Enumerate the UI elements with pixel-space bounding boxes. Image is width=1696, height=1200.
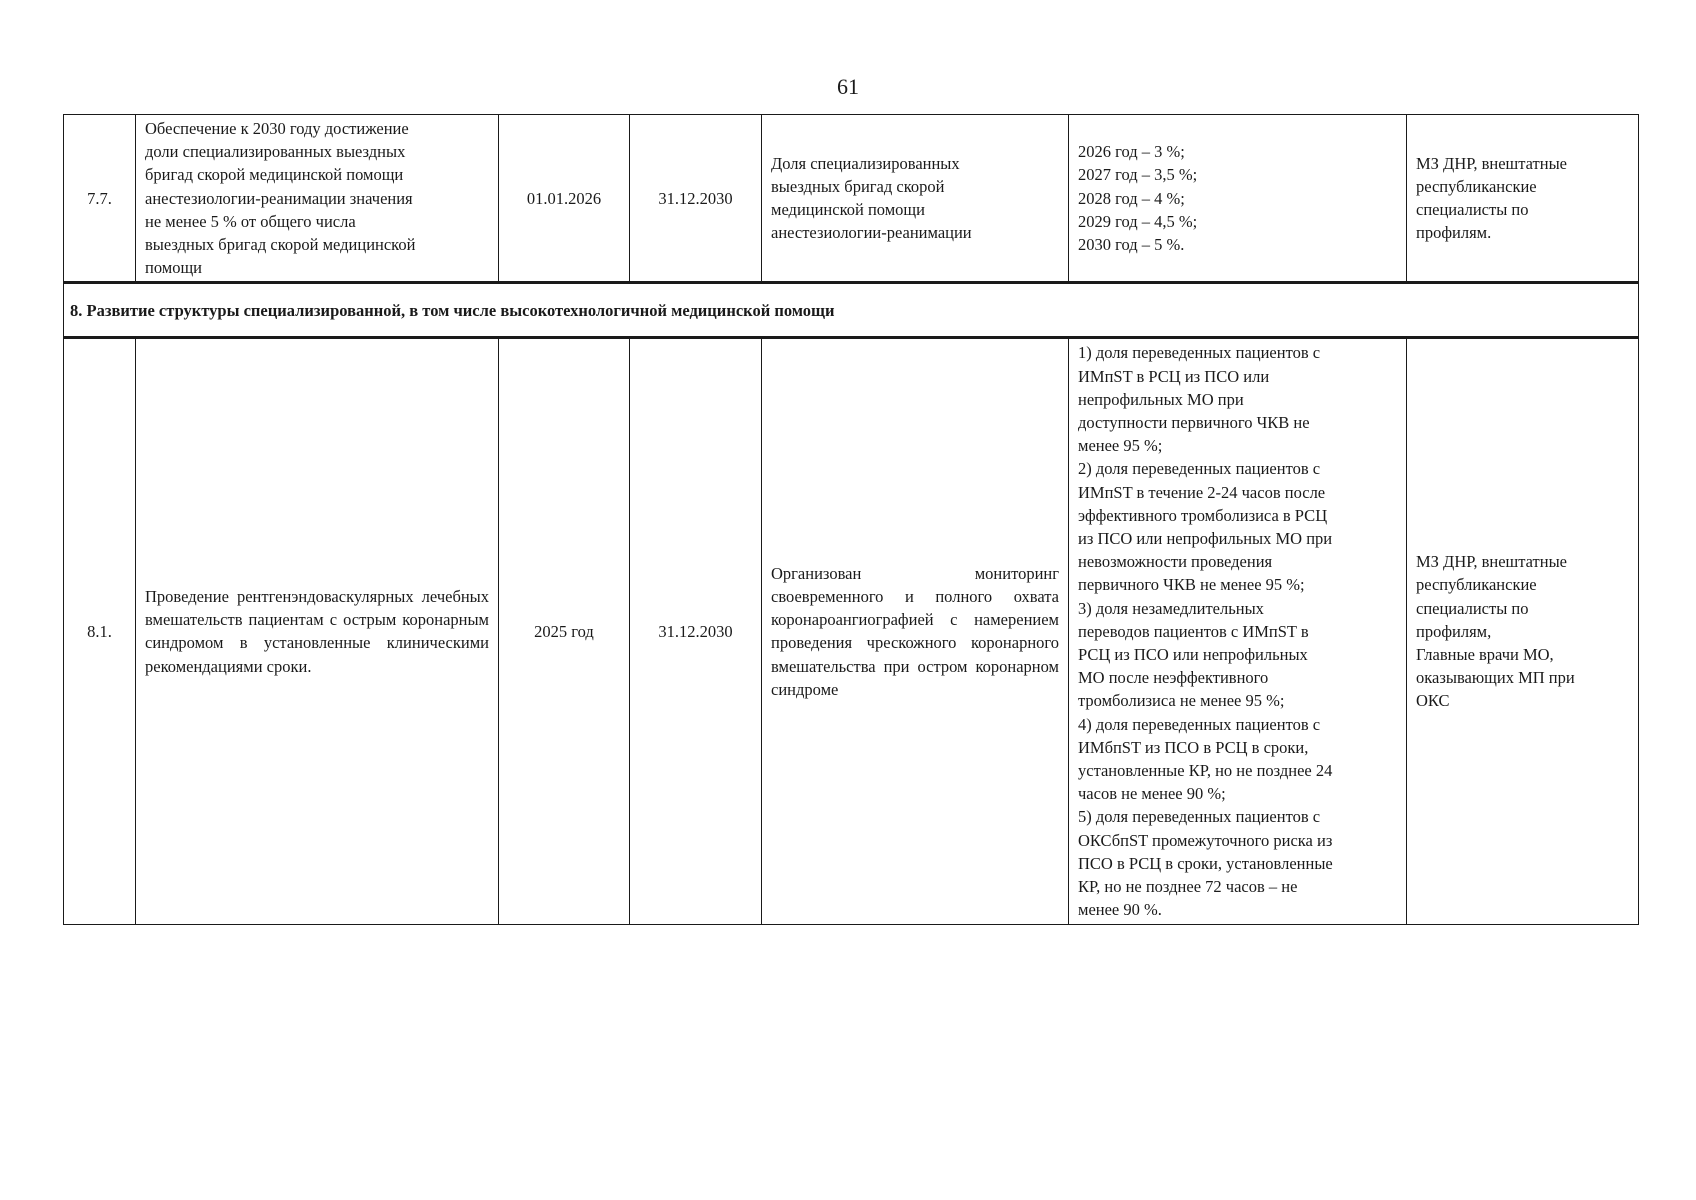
indicator-line: тромболизиса не менее 95 %; <box>1078 691 1285 711</box>
indicator-line: 2027 год – 3,5 %; <box>1078 165 1198 185</box>
responsible-line: республиканские <box>1416 177 1537 196</box>
event-line: анестезиологии-реанимации значения <box>145 188 413 208</box>
indicator-line: из ПСО или непрофильных МО при <box>1078 529 1333 549</box>
section-heading: 8. Развитие структуры специализированной, в том числе высокотехнологичной медицинской помощи <box>64 283 1639 338</box>
row-number: 8.1. <box>64 338 136 924</box>
start-date: 01.01.2026 <box>499 115 630 283</box>
indicator-cell <box>1069 338 1407 924</box>
indicator-line: эффективного тромболизиса в РСЦ <box>1078 505 1328 525</box>
indicator-line: ИМпST в течение 2-24 часов после <box>1078 482 1326 502</box>
indicator-line: 2) доля переведенных пациентов с <box>1078 459 1321 479</box>
section-heading-row <box>64 283 1639 338</box>
responsible-line: МЗ ДНР, внештатные <box>1416 552 1568 572</box>
result-line: выездных бригад скорой <box>771 177 945 196</box>
table-row-8-1 <box>64 338 1639 924</box>
indicator-line: установленные КР, но не позднее 24 <box>1078 761 1333 781</box>
row-number: 7.7. <box>64 115 136 283</box>
result-line: Доля специализированных <box>771 153 960 173</box>
event-cell <box>136 115 499 283</box>
result-line: анестезиологии-реанимации <box>771 223 972 243</box>
plan-table <box>63 114 1639 925</box>
event-line: не менее 5 % от общего числа <box>145 211 356 231</box>
responsible-line: МЗ ДНР, внештатные <box>1416 153 1568 173</box>
indicator-line: ИМпST в РСЦ из ПСО или <box>1078 366 1270 386</box>
end-date: 31.12.2030 <box>630 115 762 283</box>
responsible-line: оказывающих МП при <box>1416 668 1575 688</box>
event-line: помощи <box>145 258 202 278</box>
indicator-line: часов не менее 90 %; <box>1078 784 1226 804</box>
indicator-line: менее 90 %. <box>1078 900 1162 920</box>
indicator-line: непрофильных МО при <box>1078 389 1244 409</box>
event-line: бригад скорой медицинской помощи <box>145 165 404 185</box>
event-line: доли специализированных выездных <box>145 142 406 162</box>
indicator-line: ИМбпST из ПСО в РСЦ в сроки, <box>1078 737 1309 757</box>
indicator-line: 4) доля переведенных пациентов с <box>1078 714 1321 734</box>
indicator-line: невозможности проведения <box>1078 552 1273 572</box>
responsible-line: профилям. <box>1416 223 1492 243</box>
indicator-line: переводов пациентов с ИМпST в <box>1078 621 1309 641</box>
indicator-line: 2030 год – 5 %. <box>1078 235 1185 255</box>
indicator-line: первичного ЧКВ не менее 95 %; <box>1078 575 1305 595</box>
event-line: Обеспечение к 2030 году достижение <box>145 119 409 138</box>
responsible-line: ОКС <box>1416 691 1450 711</box>
result-line: медицинской помощи <box>771 200 925 220</box>
result-cell <box>762 115 1069 283</box>
responsible-line: республиканские <box>1416 575 1537 595</box>
end-date: 31.12.2030 <box>630 338 762 924</box>
indicator-line: 2028 год – 4 %; <box>1078 188 1185 208</box>
indicator-line: ПСО в РСЦ в сроки, установленные <box>1078 853 1333 873</box>
responsible-cell <box>1407 338 1639 924</box>
table-row-7-7 <box>64 115 1639 283</box>
responsible-line: специалисты по <box>1416 200 1529 220</box>
responsible-line: профилям, <box>1416 621 1492 641</box>
responsible-line: специалисты по <box>1416 598 1529 618</box>
indicator-line: ОКСбпST промежуточного риска из <box>1078 830 1333 850</box>
indicator-line: МО после неэффективного <box>1078 668 1269 688</box>
responsible-line: Главные врачи МО, <box>1416 645 1554 665</box>
indicator-line: 1) доля переведенных пациентов с <box>1078 343 1321 363</box>
start-date: 2025 год <box>499 338 630 924</box>
indicator-line: менее 95 %; <box>1078 436 1163 456</box>
event-cell: Проведение рентгенэндоваскулярных лечебных вмешательств пациентам с острым коронарным синдромом в установленные клиническими рекомендациями сроки. <box>136 338 499 924</box>
indicator-line: РСЦ из ПСО или непрофильных <box>1078 645 1308 665</box>
indicator-line: КР, но не позднее 72 часов – не <box>1078 877 1298 897</box>
indicator-line: доступности первичного ЧКВ не <box>1078 413 1310 433</box>
responsible-cell <box>1407 115 1639 283</box>
indicator-line: 2029 год – 4,5 %; <box>1078 211 1198 231</box>
indicator-line: 2026 год – 3 %; <box>1078 142 1185 162</box>
indicator-cell <box>1069 115 1407 283</box>
page-number: 61 <box>837 74 859 99</box>
indicator-line: 5) доля переведенных пациентов с <box>1078 807 1321 827</box>
indicator-line: 3) доля незамедлительных <box>1078 598 1264 618</box>
result-cell: Организован мониторинг своевременного и полного охвата коронароангиографией с намерением проведения чрескожного коронарного вмешательства при остром коронарном синдроме <box>762 338 1069 924</box>
event-line: выездных бригад скорой медицинской <box>145 235 416 255</box>
